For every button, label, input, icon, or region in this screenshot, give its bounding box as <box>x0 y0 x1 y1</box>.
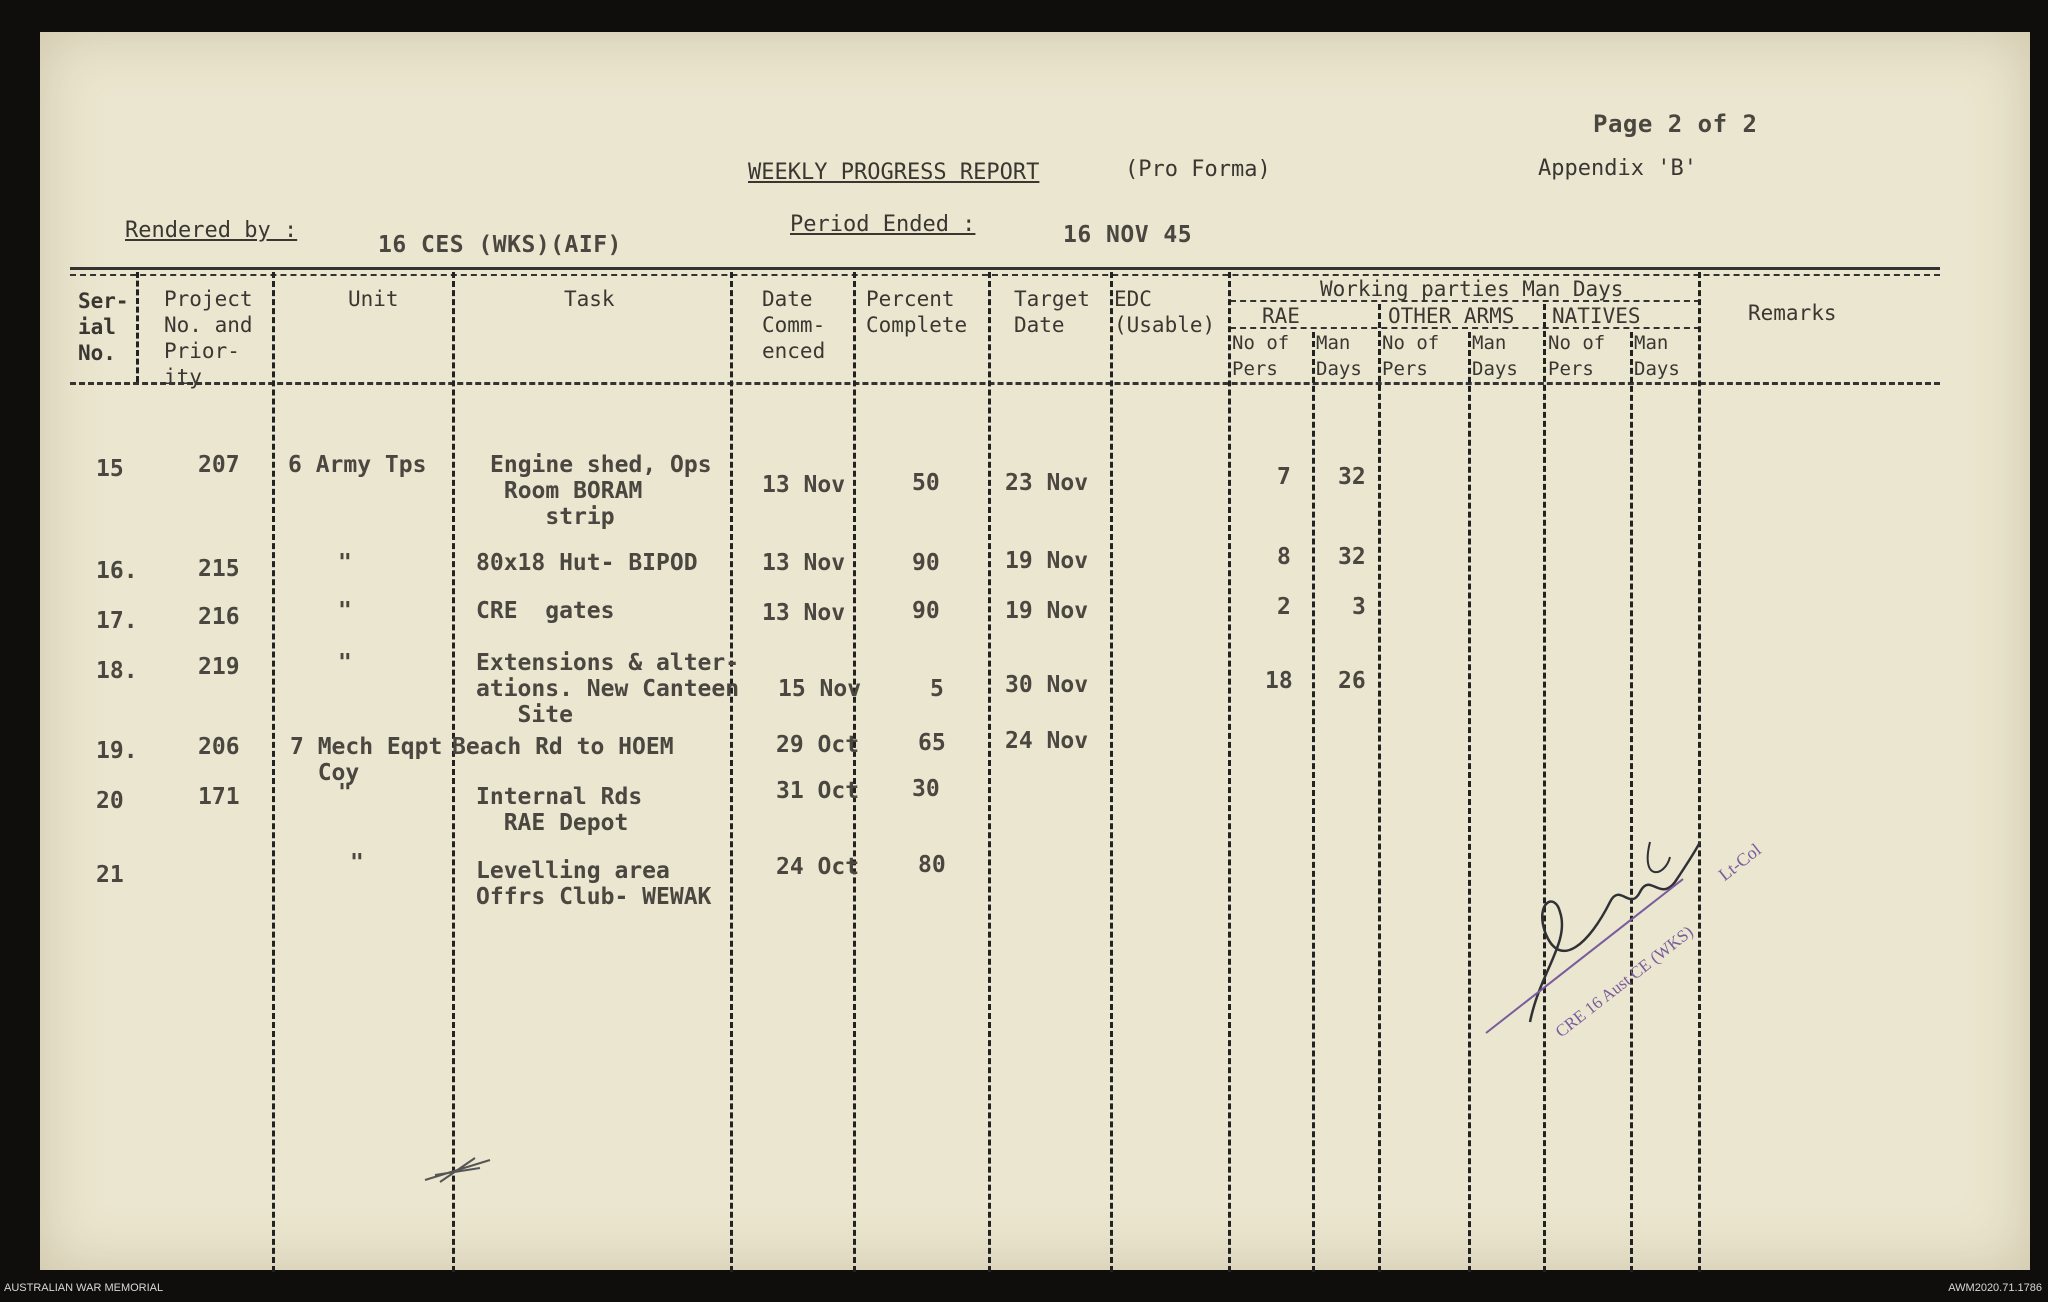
cell-date: 24 Oct <box>776 854 860 880</box>
col-divider-6 <box>988 272 991 1272</box>
col-divider-3 <box>452 272 455 1272</box>
col-target-date: Target Date <box>1014 287 1090 337</box>
col-project: Project No. and Prior- ity <box>164 287 253 389</box>
col-divider-10 <box>1378 304 1381 1272</box>
stamp-text: CRE 16 Aust CE (WKS) <box>1551 922 1697 1042</box>
cell-target: 23 Nov <box>1005 470 1089 496</box>
cell-serial: 16. <box>96 558 138 584</box>
table-top-rule <box>70 267 1940 270</box>
cell-unit: 6 Army Tps <box>288 452 427 478</box>
cell-date: 29 Oct <box>776 732 860 758</box>
cell-task: Engine shed, Ops Room BORAM strip <box>490 452 712 530</box>
cell-serial: 15 <box>96 456 124 482</box>
cell-percent: 90 <box>912 598 940 624</box>
cell-serial: 21 <box>96 862 124 888</box>
cell-target: 19 Nov <box>1005 598 1089 624</box>
col-edc: EDC (Usable) <box>1114 287 1216 337</box>
appendix-label: Appendix 'B' <box>1538 156 1697 181</box>
cell-project: 219 <box>198 654 240 680</box>
cell-rae-pers: 8 <box>1277 544 1291 570</box>
cell-project: 216 <box>198 604 240 630</box>
cell-rae-pers: 7 <box>1277 464 1291 490</box>
cell-rae-days: 26 <box>1338 668 1366 694</box>
cell-unit: " <box>350 850 364 876</box>
pencil-mark <box>420 1150 500 1190</box>
signature <box>1500 822 1740 1046</box>
cell-rae-days: 32 <box>1338 464 1366 490</box>
cell-task: Internal Rds RAE Depot <box>476 784 643 836</box>
cell-percent: 30 <box>912 776 940 802</box>
col-other-pers: No of Pers <box>1382 332 1440 380</box>
cell-unit: " <box>338 650 352 676</box>
cell-project: 215 <box>198 556 240 582</box>
cell-date: 13 Nov <box>762 600 846 626</box>
cell-task: Levelling area Offrs Club- WEWAK <box>476 858 712 910</box>
table-top-rule-2 <box>70 274 1940 276</box>
cell-target: 24 Nov <box>1005 728 1089 754</box>
col-remarks: Remarks <box>1748 301 1837 325</box>
col-task: Task <box>564 287 615 311</box>
col-natives-pers: No of Pers <box>1548 332 1606 380</box>
document-page <box>40 32 2030 1270</box>
cell-unit: 7 Mech Eqpt Coy <box>290 734 443 786</box>
table-header-rule <box>70 382 1940 385</box>
cell-date: 31 Oct <box>776 778 860 804</box>
col-rae: RAE <box>1262 304 1300 328</box>
cell-project: 206 <box>198 734 240 760</box>
page-number: Page 2 of 2 <box>1593 110 1758 138</box>
cell-serial: 19. <box>96 738 138 764</box>
col-divider-9 <box>1312 332 1315 1272</box>
cell-percent: 90 <box>912 550 940 576</box>
footer-right: AWM2020.71.1786 <box>1948 1282 2042 1294</box>
col-natives: NATIVES <box>1552 304 1641 328</box>
col-divider-1 <box>136 272 139 382</box>
report-title: WEEKLY PROGRESS REPORT <box>748 160 1040 185</box>
col-divider-4 <box>730 272 733 1272</box>
col-divider-8 <box>1228 272 1231 1272</box>
cell-project: 207 <box>198 452 240 478</box>
footer-left: AUSTRALIAN WAR MEMORIAL <box>4 1282 164 1294</box>
col-serial: Ser- ial No. <box>78 289 129 365</box>
col-natives-days: Man Days <box>1634 332 1680 380</box>
cell-target: 19 Nov <box>1005 548 1089 574</box>
cell-percent: 80 <box>918 852 946 878</box>
cell-percent: 65 <box>918 730 946 756</box>
rendered-by-text: Rendered by : <box>125 218 298 243</box>
col-percent-complete: Percent Complete <box>866 287 968 337</box>
cell-serial: 18. <box>96 658 138 684</box>
cell-date: 15 Nov <box>778 676 862 702</box>
period-value: 16 NOV 45 <box>1063 222 1193 248</box>
cell-percent: 50 <box>912 470 940 496</box>
cell-unit: " <box>338 780 352 806</box>
cell-rae-pers: 2 <box>1277 594 1291 620</box>
col-unit: Unit <box>348 287 399 311</box>
rendered-by-label <box>125 218 297 243</box>
col-divider-12 <box>1543 304 1546 1272</box>
col-divider-2 <box>272 272 275 1272</box>
cell-rae-pers: 18 <box>1265 668 1293 694</box>
col-divider-7 <box>1110 272 1113 1272</box>
col-working-parties: Working parties Man Days <box>1320 277 1624 301</box>
cell-task: CRE gates <box>476 598 615 624</box>
stamp-rank: Lt-Col <box>1714 839 1765 885</box>
col-date-commenced: Date Comm- enced <box>762 287 826 363</box>
cell-date: 13 Nov <box>762 472 846 498</box>
signature-scribble <box>1500 822 1740 1042</box>
col-other-arms: OTHER ARMS <box>1388 304 1515 328</box>
cell-target: 30 Nov <box>1005 672 1089 698</box>
cell-rae-days: 32 <box>1338 544 1366 570</box>
col-divider-11 <box>1468 332 1471 1272</box>
report-subtitle: (Pro Forma) <box>1125 157 1271 182</box>
cell-date: 13 Nov <box>762 550 846 576</box>
period-text: Period Ended : <box>790 212 976 237</box>
period-label <box>790 212 975 237</box>
cell-percent: 5 <box>930 676 944 702</box>
rendered-by-value: 16 CES (WKS)(AIF) <box>378 232 622 258</box>
cell-task: Beach Rd to HOEM <box>452 734 674 760</box>
col-divider-5 <box>853 272 856 1272</box>
cell-project: 171 <box>198 784 240 810</box>
col-rae-days: Man Days <box>1316 332 1362 380</box>
cell-serial: 20 <box>96 788 124 814</box>
cell-unit: " <box>338 598 352 624</box>
cell-unit: " <box>338 550 352 576</box>
col-divider-14 <box>1698 272 1701 1272</box>
cell-serial: 17. <box>96 608 138 634</box>
cell-task: Extensions & alter- ations. New Canteen Site <box>476 650 740 728</box>
col-rae-pers: No of Pers <box>1232 332 1290 380</box>
cell-rae-days: 3 <box>1352 594 1366 620</box>
col-divider-13 <box>1630 332 1633 1272</box>
col-other-days: Man Days <box>1472 332 1518 380</box>
cell-task: 80x18 Hut- BIPOD <box>476 550 698 576</box>
